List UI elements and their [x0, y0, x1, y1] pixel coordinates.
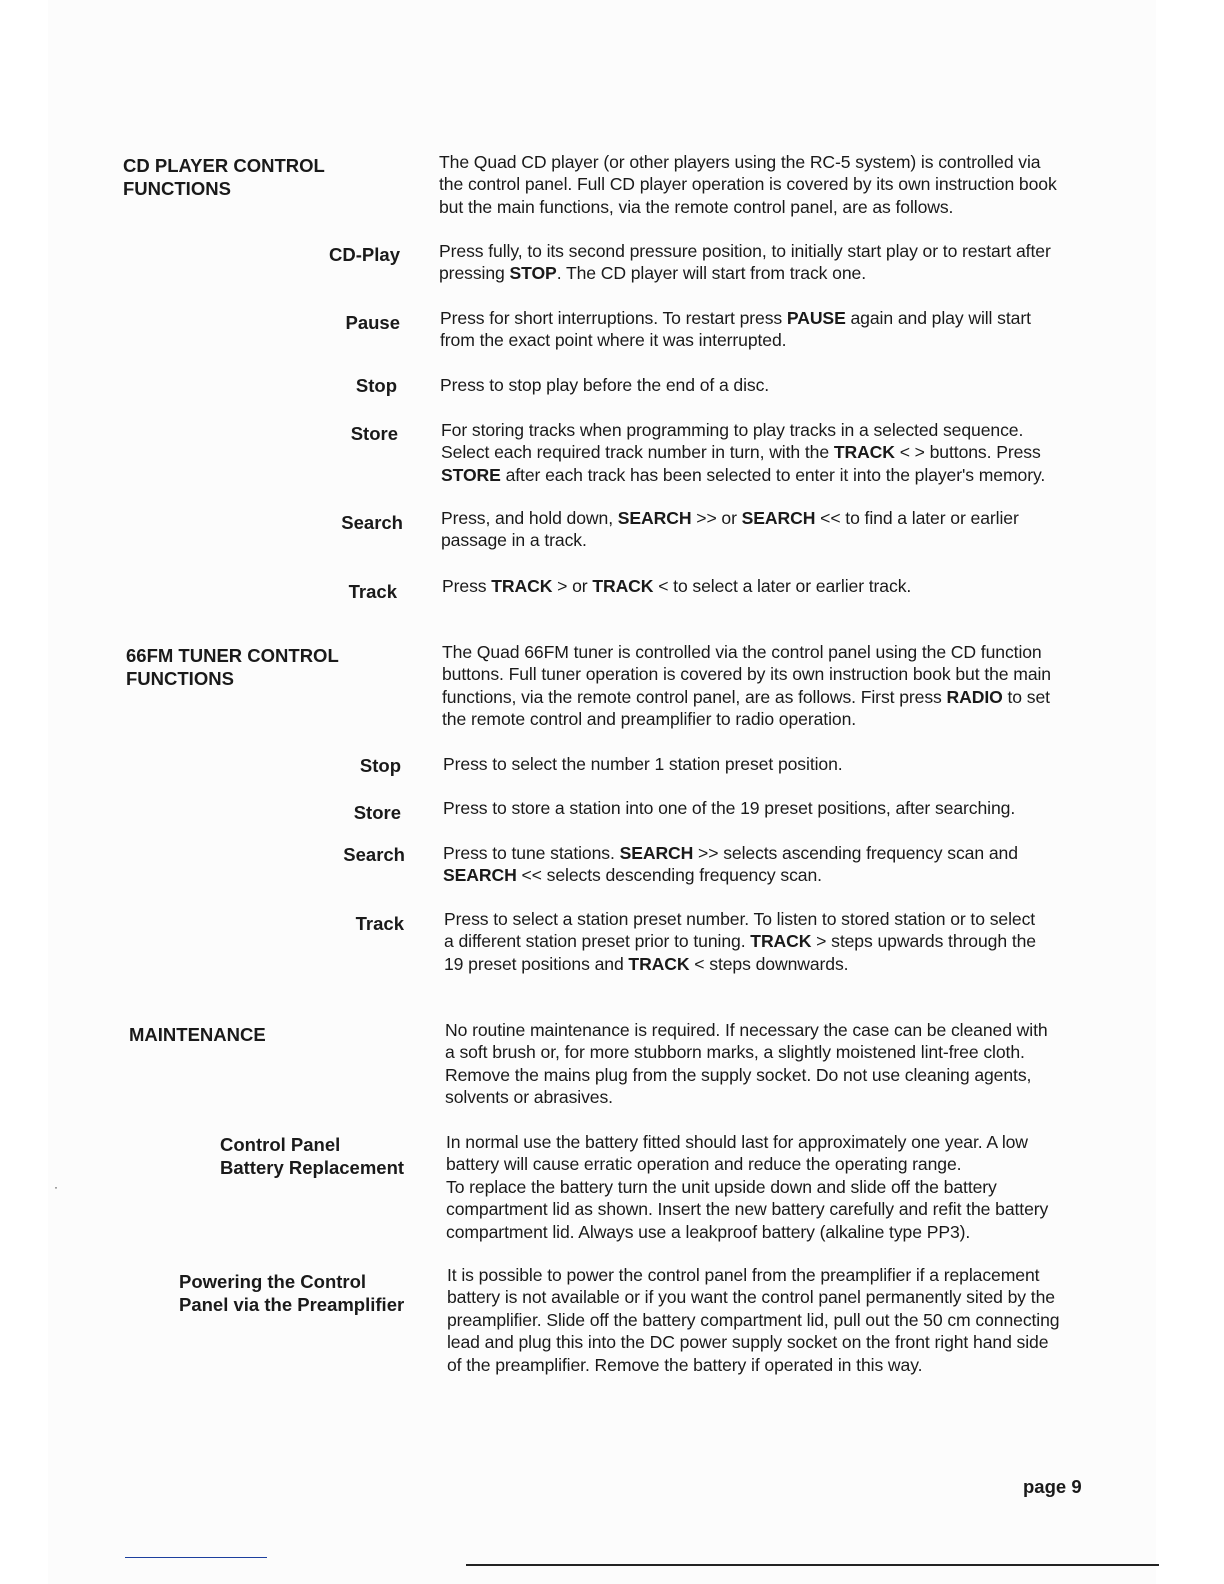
text-line: the remote control and preamplifier to radio operation.: [442, 709, 857, 730]
text-line: from the exact point where it was interrupted.: [440, 330, 787, 351]
maintenance-intro-paragraph: [445, 1019, 1077, 1109]
text-line: compartment lid as shown. Insert the new battery carefully and refit the battery: [446, 1199, 1049, 1220]
cd-search-description: [441, 507, 1073, 552]
text-line: Press fully, to its second pressure position, to initially start play or to restart after: [439, 241, 1051, 261]
text-line: Press to select a station preset number. To listen to stored station or to select: [444, 909, 1036, 929]
cd-play-label: CD-Play: [329, 244, 400, 265]
text-line: buttons. Full tuner operation is covered by its own instruction book but the main: [442, 664, 1051, 685]
text-line: functions, via the remote control panel, are as follows. First press RADIO to set: [442, 686, 1050, 707]
text-line: To replace the battery turn the unit upside down and slide off the battery: [446, 1176, 997, 1197]
text-line: pressing STOP. The CD player will start from track one.: [439, 263, 867, 284]
text-line: The Quad 66FM tuner is controlled via the control panel using the CD function: [442, 642, 1042, 662]
text-line: Press, and hold down, SEARCH >> or SEARCH << to find a later or earlier: [441, 508, 1019, 528]
footer-rule-right: [466, 1564, 1159, 1566]
text-line: the control panel. Full CD player operation is covered by its own instruction book: [439, 174, 1057, 195]
cd-store-label: Store: [350, 423, 398, 444]
text-line: but the main functions, via the remote control panel, are as follows.: [439, 196, 954, 217]
bold-keyword: TRACK: [750, 931, 812, 952]
pause-description: [440, 307, 1073, 352]
text-line: compartment lid. Always use a leakproof battery (alkaline type PP3).: [446, 1221, 971, 1242]
text-line: of the preamplifier. Remove the battery if operated in this way.: [447, 1354, 923, 1375]
text-line: In normal use the battery fitted should last for approximately one year. A low: [446, 1132, 1028, 1152]
text-line: lead and plug this into the DC power supply socket on the front right hand side: [447, 1332, 1049, 1353]
text-line: Select each required track number in turn, with the TRACK < > buttons. Press: [441, 442, 1041, 463]
tuner-search-label: Search: [343, 844, 405, 865]
text-line: 19 preset positions and TRACK < steps downwards.: [444, 953, 849, 974]
tuner-intro-paragraph: [442, 641, 1075, 731]
text-line: passage in a track.: [441, 530, 587, 551]
bold-keyword: RADIO: [946, 686, 1003, 707]
tuner-track-label: Track: [355, 913, 404, 934]
tuner-section-heading: 66FM TUNER CONTROL FUNCTIONS: [126, 645, 339, 689]
cd-stop-description: [440, 374, 1073, 396]
bold-keyword: STOP: [509, 263, 557, 284]
text-line: For storing tracks when programming to play tracks in a selected sequence.: [441, 420, 1024, 440]
bold-keyword: TRACK: [628, 953, 690, 974]
bold-keyword: STORE: [441, 464, 501, 485]
tuner-store-description: [443, 797, 1075, 819]
scan-speck: ·: [54, 1180, 58, 1194]
tuner-store-label: Store: [353, 802, 401, 823]
cd-section-heading: CD PLAYER CONTROL FUNCTIONS: [123, 155, 325, 199]
page-number: page 9: [1023, 1476, 1082, 1497]
bold-keyword: TRACK: [592, 576, 654, 596]
pause-label: Pause: [345, 312, 400, 333]
text-line: Press to select the number 1 station preset position.: [443, 754, 843, 774]
tuner-stop-description: [443, 753, 1075, 775]
battery-replacement-paragraph: [446, 1131, 1078, 1243]
text-line: It is possible to power the control panel from the preamplifier if a replacement: [447, 1265, 1040, 1285]
text-line: a different station preset prior to tuning. TRACK > steps upwards through the: [444, 931, 1036, 952]
tuner-stop-label: Stop: [359, 755, 401, 776]
text-line: preamplifier. Slide off the battery compartment lid, pull out the 50 cm connecting: [447, 1309, 1060, 1330]
text-line: No routine maintenance is required. If necessary the case can be cleaned with: [445, 1020, 1048, 1040]
maintenance-heading: MAINTENANCE: [129, 1024, 266, 1045]
cd-stop-label: Stop: [355, 375, 397, 396]
footer-rule-left: [125, 1557, 267, 1558]
bold-keyword: SEARCH: [617, 508, 692, 528]
text-line: Press TRACK > or TRACK < to select a later or earlier track.: [442, 576, 912, 596]
text-line: Press for short interruptions. To restart press PAUSE again and play will start: [440, 308, 1031, 328]
text-line: solvents or abrasives.: [445, 1087, 613, 1108]
bold-keyword: SEARCH: [443, 865, 517, 886]
battery-replacement-label: Control Panel Battery Replacement: [220, 1134, 405, 1178]
bold-keyword: TRACK: [491, 576, 553, 596]
cd-intro-paragraph: [439, 151, 1073, 218]
tuner-search-description: [443, 842, 1075, 887]
cd-track-description: [442, 575, 1073, 597]
text-line: battery is not available or if you want the control panel permanently sited by the: [447, 1287, 1055, 1308]
cd-play-description: [439, 240, 1073, 285]
cd-search-label: Search: [341, 512, 403, 533]
text-line: Press to tune stations. SEARCH >> selects ascending frequency scan and: [443, 843, 1018, 863]
text-line: battery will cause erratic operation and reduce the operating range.: [446, 1154, 962, 1175]
bold-keyword: TRACK: [833, 442, 895, 463]
text-line: STORE after each track has been selected to enter it into the player's memory.: [441, 464, 1046, 485]
text-line: The Quad CD player (or other players using the RC-5 system) is controlled via: [439, 152, 1041, 172]
text-line: Press to store a station into one of the 19 preset positions, after searching.: [443, 798, 1016, 818]
bold-keyword: SEARCH: [741, 508, 816, 528]
cd-store-description: [441, 419, 1073, 486]
bold-keyword: PAUSE: [786, 308, 846, 328]
text-line: Press to stop play before the end of a disc.: [440, 375, 770, 395]
cd-track-label: Track: [348, 581, 397, 602]
powering-label: Powering the Control Panel via the Preamplifier: [179, 1271, 405, 1315]
powering-paragraph: [447, 1264, 1079, 1376]
bold-keyword: SEARCH: [619, 843, 694, 863]
text-line: SEARCH << selects descending frequency scan.: [443, 865, 822, 886]
text-line: a soft brush or, for more stubborn marks, a slightly moistened lint-free cloth.: [445, 1042, 1025, 1063]
tuner-track-description: [444, 908, 1076, 975]
text-line: Remove the mains plug from the supply socket. Do not use cleaning agents,: [445, 1064, 1032, 1085]
